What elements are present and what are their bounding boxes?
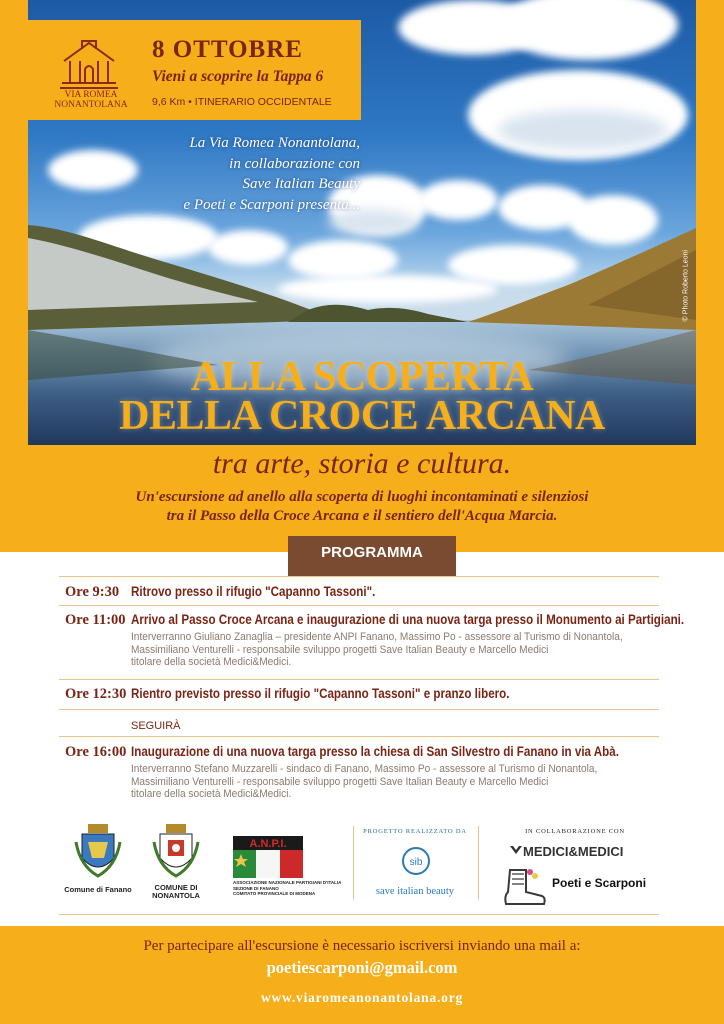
divider [59,736,659,737]
detail-line: Interverranno Giuliano Zanaglia – presidente ANPI Fanano, Massimo Po - assessore al Turismo di Nonantola, [131,631,623,643]
detail-line: Massimiliano Venturelli - responsabile sviluppo progetti Save Italian Beauty e Marcello Medici [131,643,549,656]
project-label: PROGETTO REALIZZATO DA [363,828,467,835]
event-meta: 9,6 Km • ITINERARIO OCCIDENTALE [152,96,332,108]
seguira-label: SEGUIRÀ [131,720,181,732]
program-title: Arrivo al Passo Croce Arcana e inaugurazione di una nuova targa presso il Monumento ai Partigiani. [131,612,685,627]
intro-line: Save Italian Beauty [242,176,360,192]
sib-mark: sib [409,857,423,868]
intro-text [60,133,360,215]
nonantola-label-line: NONANTOLA [152,891,200,900]
nonantola-label [146,884,206,900]
anpi-sublabel-line: ASSOCIAZIONE NAZIONALE PARTIGIANI D'ITALIA [233,880,342,885]
nonantola-label-line: COMUNE DI [154,883,198,892]
program-title: Ritrovo presso il rifugio "Capanno Tassoni". [131,584,376,599]
program-title: Rientro previsto presso il rifugio "Capanno Tassoni" e pranzo libero. [131,686,510,701]
anpi-sublabel-line: COMITATO PROVINCIALE DI MODENA [233,891,316,896]
event-subtitle: Vieni a scoprire la Tappa 6 [152,68,324,85]
description-line: Un'escursione ad anello alla scoperta di luoghi incontaminati e silenziosi [135,489,589,505]
program-time: Ore 16:00 [65,744,127,760]
logo-line2: NONANTOLANA [54,100,128,110]
event-date: 8 OTTOBRE [152,36,303,63]
divider [353,826,354,900]
divider [59,576,659,577]
divider [59,679,659,680]
program-time: Ore 9:30 [65,584,120,600]
divider [478,826,479,900]
footer-email[interactable]: poetiescarponi@gmail.com [266,958,458,977]
program-details [131,763,597,801]
anpi-sublabel-line: SEZIONE DI FANANO [233,885,279,891]
tagline: tra arte, storia e cultura. [212,447,512,480]
footer-website[interactable]: www.viaromeanonantolana.org [260,990,464,1005]
medici-label: MEDICI&MEDICI [523,844,624,859]
intro-line: La Via Romea Nonantolana, [189,135,360,151]
description [0,488,724,526]
photo-credit: © Photo Roberto Leoni [682,250,689,322]
logo-text [46,90,136,110]
detail-line: Interverranno Stefano Muzzarelli - sindaco di Fanano, Massimo Po - assessore al Turismo di Nonantola, [131,763,598,775]
date-box [28,20,361,120]
intro-line: e Poeti e Scarponi presenta... [183,196,360,213]
detail-line: titolare della società Medici&Medici. [131,656,292,668]
medici-icon [510,846,522,856]
program-details [131,631,623,669]
detail-line: Massimiliano Venturelli - responsabile sviluppo progetti Save Italian Beauty e Marcello Medici [131,775,549,788]
anpi-text: A.N.P.I. [249,838,287,850]
nonantola-crest-icon [152,822,200,880]
anpi-sublabel [233,880,341,897]
detail-line: titolare della società Medici&Medici. [131,788,292,800]
main-title-line2: DELLA CROCE ARCANA [119,393,605,439]
program-label: PROGRAMMA [288,536,456,576]
collab-label: IN COLLABORAZIONE CON [525,828,625,835]
fanano-crest-icon [74,822,122,880]
divider [59,914,659,915]
boot-icon [500,866,548,908]
partner-logos [0,814,724,914]
intro-line: in collaborazione con [229,155,360,172]
main-title-line1: ALLA SCOPERTA [190,354,534,400]
fanano-label: Comune di Fanano [64,885,132,894]
program-time: Ore 12:30 [65,686,127,702]
program-title: Inaugurazione di una nuova targa presso la chiesa di San Silvestro di Fanano in via Abà. [131,744,619,759]
logo-line1: VIA ROMEA [64,90,118,100]
description-line: tra il Passo della Croce Arcana e il sentiero dell'Acqua Marcia. [166,508,558,524]
divider [59,709,659,710]
footer-instructions: Per partecipare all'escursione è necessario iscriversi inviando una mail a: [143,938,581,954]
temple-logo-icon [58,35,120,91]
anpi-logo-icon [233,836,303,878]
poeti-scarponi-label: Poeti e Scarponi [552,876,647,890]
program-time: Ore 11:00 [65,612,126,628]
sib-logo-icon [401,846,431,876]
program-section [0,544,724,926]
sib-label: save italian beauty [375,886,455,897]
divider [59,605,659,606]
